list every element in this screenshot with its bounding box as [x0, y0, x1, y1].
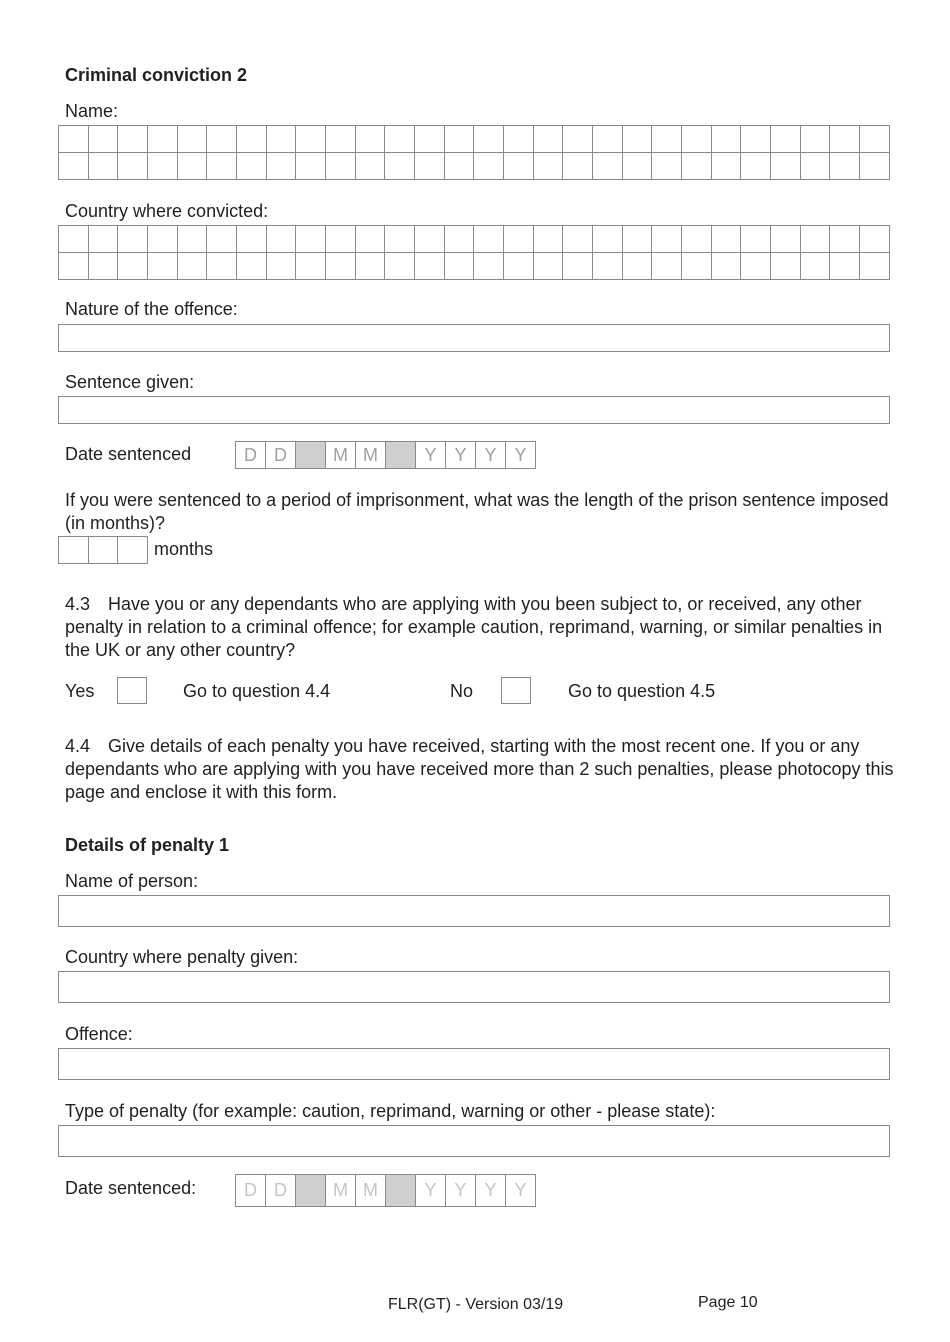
- months-digit-1[interactable]: [59, 537, 89, 563]
- penalty-offence-field[interactable]: [58, 1048, 890, 1080]
- char-cell[interactable]: [207, 153, 237, 179]
- char-cell[interactable]: [178, 126, 208, 152]
- months-digit-2[interactable]: [89, 537, 119, 563]
- date-year-3[interactable]: Y: [476, 442, 506, 468]
- char-cell[interactable]: [59, 153, 89, 179]
- char-cell[interactable]: [860, 153, 889, 179]
- question-4-4-text: 4.4 Give details of each penalty you have received, starting with the most recent one. If you or any dependants who are applying with you have received more than 2 such penalties, please photocopy this page and enclose it with this form.: [65, 736, 894, 802]
- char-cell[interactable]: [474, 126, 504, 152]
- date-month-1[interactable]: M: [326, 1175, 356, 1206]
- date-year-3[interactable]: Y: [476, 1175, 506, 1206]
- char-cell[interactable]: [445, 153, 475, 179]
- char-cell[interactable]: [296, 226, 326, 252]
- char-cell[interactable]: [296, 126, 326, 152]
- char-cell[interactable]: [652, 253, 682, 279]
- char-cell[interactable]: [771, 126, 801, 152]
- char-cell[interactable]: [415, 153, 445, 179]
- char-cell[interactable]: [178, 226, 208, 252]
- date-separator: [296, 442, 326, 468]
- char-cell[interactable]: [356, 226, 386, 252]
- char-cell[interactable]: [623, 153, 653, 179]
- char-cell[interactable]: [207, 126, 237, 152]
- char-cell[interactable]: [652, 126, 682, 152]
- yes-label: Yes: [65, 681, 95, 701]
- char-cell[interactable]: [593, 126, 623, 152]
- char-cell[interactable]: [148, 153, 178, 179]
- char-cell[interactable]: [237, 226, 267, 252]
- prison-length-question: If you were sentenced to a period of imprisonment, what was the length of the prison sentence imposed (in months)?: [65, 490, 889, 533]
- penalty-heading: Details of penalty 1: [65, 835, 230, 855]
- char-cell[interactable]: [593, 253, 623, 279]
- date-month-2[interactable]: M: [356, 1175, 386, 1206]
- char-cell[interactable]: [801, 226, 831, 252]
- char-cell[interactable]: [830, 226, 860, 252]
- char-cell[interactable]: [741, 153, 771, 179]
- page-number: Page 10: [698, 1294, 758, 1311]
- yes-goto-label: Go to question 4.4: [183, 681, 331, 701]
- no-label: No: [450, 681, 474, 701]
- char-cell[interactable]: [830, 126, 860, 152]
- char-cell[interactable]: [207, 253, 237, 279]
- nature-of-offence-field[interactable]: [58, 324, 890, 352]
- conviction-date-label: Date sentenced: [65, 444, 192, 464]
- char-cell[interactable]: [682, 253, 712, 279]
- form-version-footer: FLR(GT) - Version 03/19: [388, 1296, 564, 1313]
- char-cell[interactable]: [445, 253, 475, 279]
- prison-months-field[interactable]: [58, 536, 148, 564]
- char-cell[interactable]: [801, 126, 831, 152]
- char-cell[interactable]: [385, 253, 415, 279]
- char-cell[interactable]: [830, 153, 860, 179]
- penalty-type-field[interactable]: [58, 1125, 890, 1157]
- char-cell[interactable]: [504, 153, 534, 179]
- penalty-country-label: Country where penalty given:: [65, 947, 299, 967]
- char-cell[interactable]: [118, 226, 148, 252]
- char-cell[interactable]: [267, 253, 297, 279]
- penalty-offence-label: Offence:: [65, 1024, 133, 1044]
- char-cell[interactable]: [623, 126, 653, 152]
- char-cell[interactable]: [89, 253, 119, 279]
- char-cell[interactable]: [178, 153, 208, 179]
- penalty-date-label: Date sentenced:: [65, 1178, 197, 1198]
- char-cell[interactable]: [474, 153, 504, 179]
- char-cell[interactable]: [534, 126, 564, 152]
- date-year-2[interactable]: Y: [446, 442, 476, 468]
- char-cell[interactable]: [652, 153, 682, 179]
- char-cell[interactable]: [534, 253, 564, 279]
- conviction-heading: Criminal conviction 2: [65, 65, 248, 85]
- char-cell[interactable]: [385, 126, 415, 152]
- char-cell[interactable]: [356, 126, 386, 152]
- char-cell[interactable]: [118, 126, 148, 152]
- char-cell[interactable]: [326, 126, 356, 152]
- date-year-1[interactable]: Y: [416, 442, 446, 468]
- char-cell[interactable]: [563, 226, 593, 252]
- char-cell[interactable]: [563, 253, 593, 279]
- char-cell[interactable]: [385, 226, 415, 252]
- char-cell[interactable]: [415, 126, 445, 152]
- date-separator: [386, 1175, 416, 1206]
- char-cell[interactable]: [830, 253, 860, 279]
- char-cell[interactable]: [682, 153, 712, 179]
- char-cell[interactable]: [741, 126, 771, 152]
- char-cell[interactable]: [860, 226, 889, 252]
- country-grid-row-2[interactable]: [58, 253, 890, 280]
- char-cell[interactable]: [267, 153, 297, 179]
- date-separator: [296, 1175, 326, 1206]
- char-cell[interactable]: [267, 226, 297, 252]
- char-cell[interactable]: [771, 153, 801, 179]
- char-cell[interactable]: [682, 126, 712, 152]
- conviction-country-label: Country where convicted:: [65, 201, 269, 221]
- char-cell[interactable]: [712, 226, 742, 252]
- date-month-1[interactable]: M: [326, 442, 356, 468]
- char-cell[interactable]: [89, 226, 119, 252]
- name-grid-row-1[interactable]: [58, 125, 890, 153]
- date-day-2[interactable]: D: [266, 442, 296, 468]
- char-cell[interactable]: [593, 153, 623, 179]
- char-cell[interactable]: [860, 126, 889, 152]
- conviction-sentence-label: Sentence given:: [65, 372, 195, 392]
- char-cell[interactable]: [771, 226, 801, 252]
- yes-checkbox[interactable]: [117, 677, 147, 704]
- char-cell[interactable]: [534, 226, 564, 252]
- penalty-date-field[interactable]: [235, 1174, 536, 1207]
- conviction-country-grid[interactable]: [58, 225, 890, 280]
- date-year-2[interactable]: Y: [446, 1175, 476, 1206]
- char-cell[interactable]: [148, 253, 178, 279]
- char-cell[interactable]: [771, 253, 801, 279]
- char-cell[interactable]: [563, 126, 593, 152]
- char-cell[interactable]: [59, 126, 89, 152]
- name-grid-row-2[interactable]: [58, 153, 890, 180]
- date-separator: [386, 442, 416, 468]
- char-cell[interactable]: [207, 226, 237, 252]
- char-cell[interactable]: [712, 153, 742, 179]
- conviction-name-grid[interactable]: [58, 125, 890, 180]
- char-cell[interactable]: [682, 226, 712, 252]
- char-cell[interactable]: [148, 226, 178, 252]
- char-cell[interactable]: [415, 226, 445, 252]
- char-cell[interactable]: [118, 153, 148, 179]
- char-cell[interactable]: [148, 126, 178, 152]
- char-cell[interactable]: [623, 226, 653, 252]
- date-year-4[interactable]: Y: [514, 444, 527, 465]
- conviction-nature-label: Nature of the offence:: [65, 299, 238, 319]
- char-cell[interactable]: [623, 253, 653, 279]
- months-unit-label: months: [154, 539, 214, 559]
- date-month-2[interactable]: M: [356, 442, 386, 468]
- no-checkbox[interactable]: [501, 677, 531, 704]
- date-day-2[interactable]: D: [266, 1175, 296, 1206]
- char-cell[interactable]: [741, 226, 771, 252]
- char-cell[interactable]: [118, 253, 148, 279]
- date-year-4[interactable]: Y: [514, 1180, 527, 1200]
- char-cell[interactable]: [445, 226, 475, 252]
- char-cell[interactable]: [237, 253, 267, 279]
- date-year-1[interactable]: Y: [416, 1175, 446, 1206]
- char-cell[interactable]: [860, 253, 889, 279]
- char-cell[interactable]: [415, 253, 445, 279]
- conviction-date-field[interactable]: [235, 441, 536, 469]
- char-cell[interactable]: [237, 153, 267, 179]
- char-cell[interactable]: [563, 153, 593, 179]
- question-4-3-text: 4.3 Have you or any dependants who are applying with you been subject to, or received, any other penalty in relation to a criminal offence; for example caution, reprimand, warning, or similar penalties in the UK or any other country?: [65, 594, 883, 660]
- char-cell[interactable]: [296, 153, 326, 179]
- penalty-country-field[interactable]: [58, 971, 890, 1003]
- char-cell[interactable]: [356, 253, 386, 279]
- char-cell[interactable]: [267, 126, 297, 152]
- char-cell[interactable]: [59, 226, 89, 252]
- char-cell[interactable]: [801, 153, 831, 179]
- char-cell[interactable]: [712, 253, 742, 279]
- date-day-1[interactable]: D: [236, 442, 266, 468]
- char-cell[interactable]: [712, 126, 742, 152]
- char-cell[interactable]: [504, 253, 534, 279]
- char-cell[interactable]: [296, 253, 326, 279]
- char-cell[interactable]: [801, 253, 831, 279]
- char-cell[interactable]: [178, 253, 208, 279]
- char-cell[interactable]: [326, 153, 356, 179]
- char-cell[interactable]: [741, 253, 771, 279]
- conviction-name-label: Name:: [65, 101, 119, 121]
- char-cell[interactable]: [356, 153, 386, 179]
- char-cell[interactable]: [59, 253, 89, 279]
- char-cell[interactable]: [326, 253, 356, 279]
- char-cell[interactable]: [326, 226, 356, 252]
- char-cell[interactable]: [445, 126, 475, 152]
- char-cell[interactable]: [89, 126, 119, 152]
- date-day-1[interactable]: D: [236, 1175, 266, 1206]
- months-digit-3[interactable]: [118, 537, 147, 563]
- char-cell[interactable]: [89, 153, 119, 179]
- char-cell[interactable]: [474, 226, 504, 252]
- penalty-name-field[interactable]: [58, 895, 890, 927]
- char-cell[interactable]: [385, 153, 415, 179]
- sentence-given-field[interactable]: [58, 396, 890, 424]
- char-cell[interactable]: [504, 226, 534, 252]
- char-cell[interactable]: [504, 126, 534, 152]
- char-cell[interactable]: [474, 253, 504, 279]
- char-cell[interactable]: [652, 226, 682, 252]
- char-cell[interactable]: [593, 226, 623, 252]
- penalty-name-label: Name of person:: [65, 871, 199, 891]
- char-cell[interactable]: [237, 126, 267, 152]
- char-cell[interactable]: [534, 153, 564, 179]
- penalty-type-label: Type of penalty (for example: caution, reprimand, warning or other - please state):: [65, 1101, 716, 1121]
- no-goto-label: Go to question 4.5: [568, 681, 716, 701]
- country-grid-row-1[interactable]: [58, 225, 890, 253]
